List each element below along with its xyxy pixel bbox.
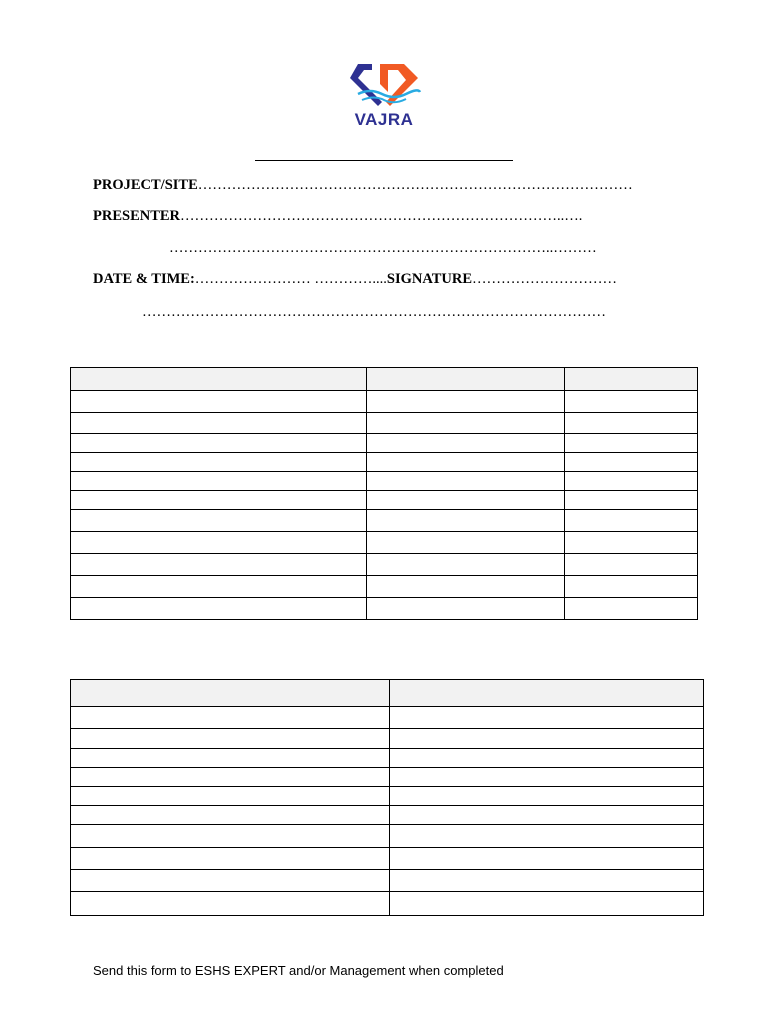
table-cell[interactable] — [565, 554, 698, 576]
table-cell[interactable] — [71, 848, 390, 870]
diamond-logo-icon — [344, 58, 424, 110]
table-cell[interactable] — [565, 598, 698, 620]
table-cell[interactable] — [71, 413, 367, 434]
table-cell[interactable] — [71, 892, 390, 916]
table-cell[interactable] — [71, 532, 367, 554]
table-cell[interactable] — [71, 870, 390, 892]
table-row — [71, 510, 698, 532]
table-row — [71, 391, 698, 413]
table-cell[interactable] — [390, 787, 704, 806]
table-cell[interactable] — [367, 576, 565, 598]
presenter-continuation-field — [169, 240, 597, 257]
table-cell[interactable] — [367, 413, 565, 434]
table-row — [71, 787, 704, 806]
table-cell[interactable] — [565, 434, 698, 453]
project-site-field — [93, 177, 633, 194]
table-cell[interactable] — [71, 598, 367, 620]
table-cell[interactable] — [565, 391, 698, 413]
table-cell[interactable] — [390, 892, 704, 916]
table-row — [71, 532, 698, 554]
table-cell[interactable] — [565, 576, 698, 598]
table-cell[interactable] — [367, 554, 565, 576]
table-cell[interactable] — [71, 472, 367, 491]
table-cell[interactable] — [71, 749, 390, 768]
table-row — [71, 576, 698, 598]
project-site-blank[interactable]: ……………………………………………………………………………… — [197, 177, 633, 193]
table-cell[interactable] — [367, 491, 565, 510]
presenter-label: PRESENTER — [93, 208, 181, 224]
table-row — [71, 413, 698, 434]
table-row — [71, 848, 704, 870]
additional-blank[interactable]: …………………………………………………………………………………… — [142, 304, 606, 320]
table-row — [71, 453, 698, 472]
table-cell[interactable] — [71, 576, 367, 598]
table-row — [71, 749, 704, 768]
table-header-cell — [71, 680, 390, 707]
table-cell[interactable] — [367, 532, 565, 554]
date-time-blank[interactable]: …………………… ………….... — [194, 271, 387, 287]
title-underline — [255, 160, 513, 161]
table-row — [71, 434, 698, 453]
table-cell[interactable] — [390, 768, 704, 787]
table-cell[interactable] — [71, 491, 367, 510]
table-cell[interactable] — [390, 848, 704, 870]
table-cell[interactable] — [71, 434, 367, 453]
notes-table — [70, 679, 704, 916]
table-cell[interactable] — [367, 391, 565, 413]
table-cell[interactable] — [565, 413, 698, 434]
table-cell[interactable] — [565, 472, 698, 491]
table-header-cell — [367, 368, 565, 391]
table-row — [71, 870, 704, 892]
table-cell[interactable] — [71, 391, 367, 413]
vajra-logo — [344, 58, 424, 134]
table-header-row — [71, 680, 704, 707]
table-cell[interactable] — [367, 510, 565, 532]
table-row — [71, 806, 704, 825]
table-cell[interactable] — [71, 806, 390, 825]
table-row — [71, 491, 698, 510]
table-cell[interactable] — [71, 554, 367, 576]
table-cell[interactable] — [367, 598, 565, 620]
presenter-field — [93, 208, 582, 225]
table-cell[interactable] — [390, 749, 704, 768]
additional-field — [142, 304, 606, 321]
table-cell[interactable] — [71, 768, 390, 787]
table-cell[interactable] — [390, 707, 704, 729]
table-row — [71, 729, 704, 749]
table-cell[interactable] — [390, 825, 704, 848]
logo-text: VAJRA — [354, 110, 414, 129]
table-cell[interactable] — [565, 453, 698, 472]
table-cell[interactable] — [367, 434, 565, 453]
table-cell[interactable] — [390, 870, 704, 892]
table-cell[interactable] — [565, 491, 698, 510]
table-header-cell — [565, 368, 698, 391]
table-header-cell — [71, 368, 367, 391]
table-row — [71, 892, 704, 916]
table-header-row — [71, 368, 698, 391]
footer-instruction: Send this form to ESHS EXPERT and/or Management when completed — [93, 963, 504, 978]
table-cell[interactable] — [390, 806, 704, 825]
project-site-label: PROJECT/SITE — [93, 177, 198, 193]
table-row — [71, 598, 698, 620]
table-cell[interactable] — [367, 453, 565, 472]
table-cell[interactable] — [565, 510, 698, 532]
table-cell[interactable] — [71, 729, 390, 749]
table-row — [71, 554, 698, 576]
table-header-cell — [390, 680, 704, 707]
presenter-blank[interactable]: ……………………………………………………………………..…. — [180, 208, 583, 224]
table-row — [71, 825, 704, 848]
signature-label: SIGNATURE — [386, 271, 473, 287]
table-cell[interactable] — [71, 825, 390, 848]
table-row — [71, 707, 704, 729]
signature-blank[interactable]: ………………………… — [472, 271, 618, 287]
table-cell[interactable] — [71, 787, 390, 806]
table-cell[interactable] — [367, 472, 565, 491]
table-cell[interactable] — [565, 532, 698, 554]
table-cell[interactable] — [71, 510, 367, 532]
table-cell[interactable] — [71, 707, 390, 729]
date-time-label: DATE & TIME: — [93, 271, 195, 287]
presenter-continuation-blank[interactable]: ……………………………………………………………………..……… — [169, 240, 597, 256]
table-cell[interactable] — [390, 729, 704, 749]
attendance-table — [70, 367, 698, 620]
table-cell[interactable] — [71, 453, 367, 472]
table-row — [71, 768, 704, 787]
date-time-signature-field — [93, 271, 617, 288]
table-row — [71, 472, 698, 491]
